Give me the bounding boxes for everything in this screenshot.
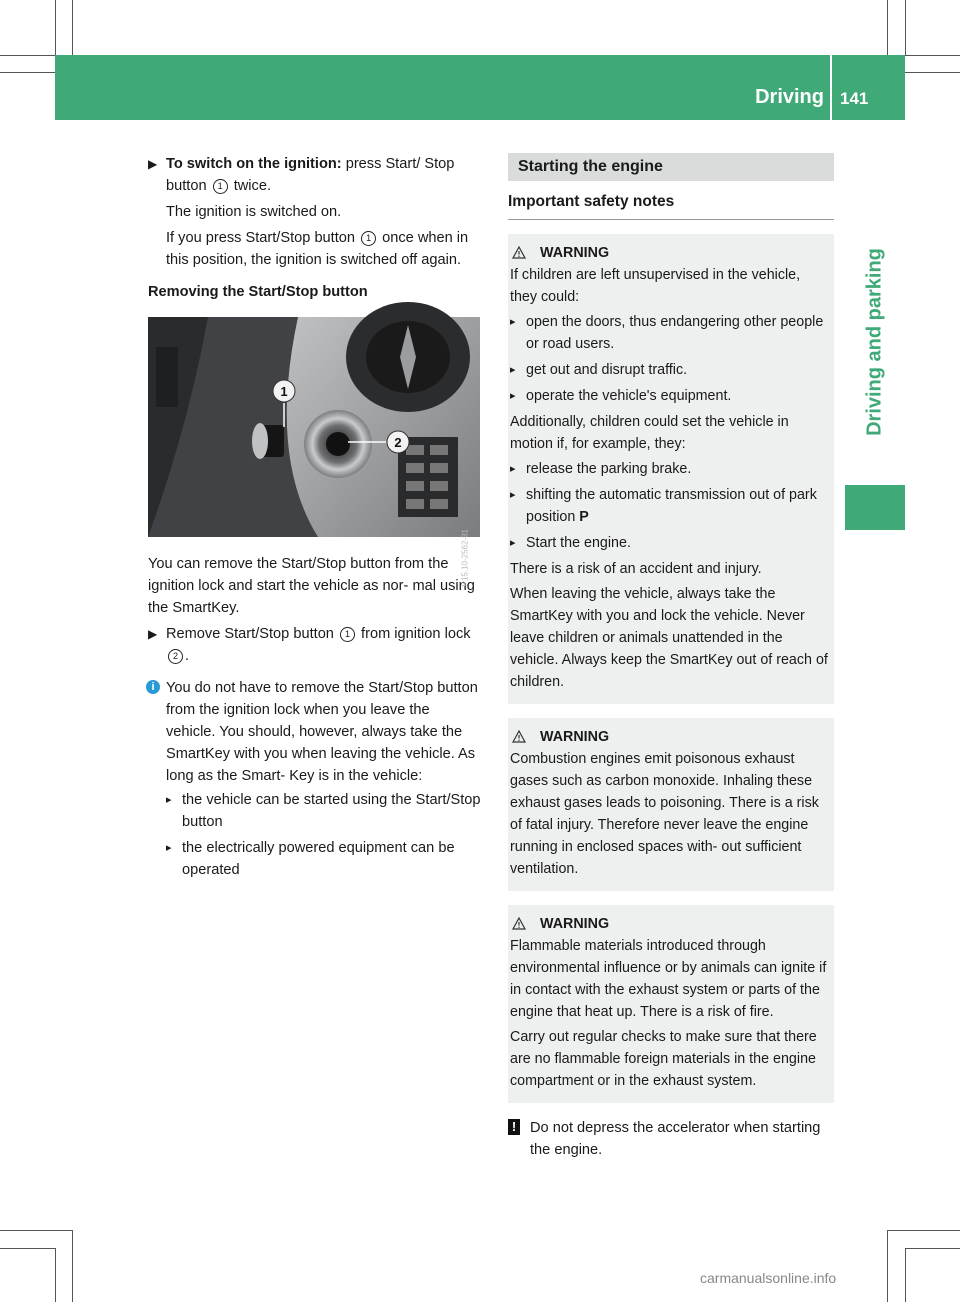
caution-text: Do not depress the accelerator when starting the engine.	[530, 1120, 821, 1158]
callout-2: 2	[168, 649, 183, 664]
warning-box	[508, 905, 834, 1103]
instruction-text: .	[185, 648, 190, 664]
list-item: ▸ the vehicle can be started using the Start/Stop button	[166, 789, 482, 833]
warning-label: WARNING	[540, 729, 610, 745]
warning-text: If children are left unsupervised in the vehicle, they could:	[510, 267, 801, 305]
list-item: ▸ Start the engine.	[510, 532, 830, 554]
callout-1: 1	[340, 627, 355, 642]
crop-mark	[887, 1230, 888, 1302]
paragraph-text: once when in this position, the ignition is switched off again.	[166, 230, 469, 268]
caution-note	[508, 1117, 834, 1161]
instruction-text: twice.	[233, 178, 272, 194]
list-item: ▸ operate the vehicle's equipment.	[510, 385, 830, 407]
crop-mark	[905, 55, 960, 56]
crop-mark	[888, 1230, 960, 1231]
list-item-text: shifting the automatic transmission out of park position	[526, 487, 817, 525]
section-heading: Removing the Start/Stop button	[148, 284, 368, 300]
warning-box	[508, 718, 834, 891]
left-column	[148, 153, 482, 885]
warning-box	[508, 234, 834, 704]
info-icon: i	[146, 680, 160, 694]
ignition-lock-illustration	[148, 317, 480, 537]
instruction-remove	[148, 623, 482, 667]
chapter-tab-marker	[845, 485, 905, 530]
callout-1: 1	[213, 179, 228, 194]
warning-text: Flammable materials introduced through environmental influence or by animals can ignite if in contact with the exhaust system or parts of the engine that heat up. There is a risk of fire.	[510, 938, 827, 1020]
photo-callout-1: 1	[280, 384, 288, 399]
warning-header	[510, 726, 830, 748]
subsection-title: Important safety notes	[508, 191, 834, 220]
warning-text: There is a risk of an accident and injury.	[510, 561, 762, 577]
crop-mark	[905, 1248, 960, 1249]
list-item: ▸ release the parking brake.	[510, 458, 830, 480]
crop-mark	[0, 1230, 72, 1231]
warning-text: Carry out regular checks to make sure that there are no flammable foreign materials in the engine compartment or in the exhaust system.	[510, 1029, 817, 1089]
crop-mark	[0, 1248, 55, 1249]
list-item: ▸ open the doors, thus endangering other people or road users.	[510, 311, 830, 355]
crop-mark	[905, 1248, 906, 1302]
paragraph	[148, 227, 482, 271]
crop-mark	[55, 0, 56, 55]
park-position-label: P	[579, 509, 589, 525]
warning-label: WARNING	[540, 916, 610, 932]
instruction-text: from ignition lock	[361, 626, 471, 642]
crop-mark	[905, 0, 906, 55]
section-title: Starting the engine	[508, 153, 834, 181]
note-text: You do not have to remove the Start/Stop button from the ignition lock when you leave the vehicle. You should, however, always take the SmartKey with you when leaving the vehicle. As long as the Smart- Key is in the vehicle:	[166, 680, 478, 784]
page-number: 141	[840, 89, 869, 108]
warning-triangle-icon	[512, 917, 526, 930]
header-divider	[830, 55, 832, 120]
instruction-text: Remove Start/Stop button	[166, 626, 334, 642]
list-item	[510, 484, 830, 528]
crop-mark	[0, 55, 55, 56]
exclamation-icon: !	[508, 1119, 520, 1135]
info-note	[148, 677, 482, 881]
result-text: The ignition is switched on.	[166, 204, 342, 220]
section-name: Driving	[755, 86, 824, 108]
chapter-tab-label: Driving and parking	[863, 248, 886, 436]
warning-header	[510, 913, 830, 935]
warning-text: Additionally, children could set the vehicle in motion if, for example, they:	[510, 414, 789, 452]
chapter-tab	[845, 205, 905, 480]
warning-text: Combustion engines emit poisonous exhaust gases such as carbon monoxide. Inhaling these exhaust gases leads to poisoning. There is a risk of fatal injury. Therefore never leave the engine running in enclosed spaces with- out sufficient ventilation.	[510, 751, 819, 877]
warning-triangle-icon	[512, 246, 526, 259]
instruction-switch-on	[148, 153, 482, 197]
photo-callout-2: 2	[394, 435, 402, 450]
instruction-text: press Start/ Stop button	[166, 156, 455, 194]
instruction-arrow-icon: ▶	[148, 627, 158, 641]
list-item: ▸ get out and disrupt traffic.	[510, 359, 830, 381]
warning-text: When leaving the vehicle, always take the SmartKey with you and lock the vehicle. Never leave children or animals unattended in the vehicle. Always keep the SmartKey out of reach of children.	[510, 586, 828, 690]
callout-1: 1	[361, 231, 376, 246]
list-item: ▸ the electrically powered equipment can be operated	[166, 837, 482, 881]
instruction-label: To switch on the ignition:	[166, 156, 342, 172]
instruction-arrow-icon: ▶	[148, 157, 158, 171]
warning-header	[510, 242, 830, 264]
crop-mark	[55, 1248, 56, 1302]
warning-triangle-icon	[512, 730, 526, 743]
paragraph-text: If you press Start/Stop button	[166, 230, 356, 246]
crop-mark	[72, 1230, 73, 1302]
watermark: carmanualsonline.info	[700, 1270, 837, 1286]
figure-id: P15.10-2562-31	[460, 529, 469, 587]
warning-label: WARNING	[540, 245, 610, 261]
right-column	[508, 153, 834, 1161]
paragraph: You can remove the Start/Stop button from the ignition lock and start the vehicle as nor- mal using the SmartKey.	[148, 556, 475, 616]
